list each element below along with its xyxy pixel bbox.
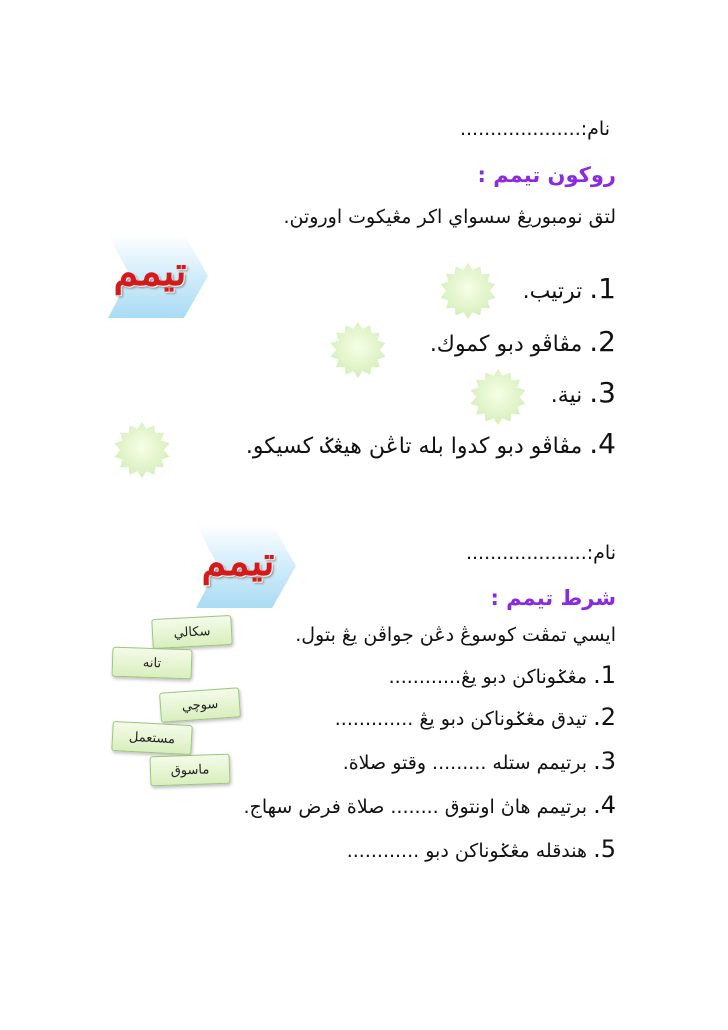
item-number: 2. (589, 325, 616, 358)
answer-star-3[interactable] (470, 369, 526, 425)
list-item-3 (551, 376, 616, 409)
instruction: ايسي تمڤت كوسوڠ دڠن جواڤن يڠ بتول. (295, 624, 616, 646)
word-card-mustamal[interactable]: مستعمل (111, 721, 192, 755)
name-line: نام:.................... (459, 118, 610, 140)
answer-star-4[interactable] (114, 422, 170, 478)
list-item-4 (246, 427, 616, 460)
list-item-1 (523, 272, 616, 305)
item-text: مڠݢوناكن دبو يڠ............ (388, 666, 588, 688)
item-text: ترتيب. (522, 279, 583, 304)
chevron-label: تيمم (113, 248, 187, 295)
list-item-2 (430, 325, 616, 358)
instruction: لتق نومبوريڠ سسواي اكر مڠيكوت اوروتن. (283, 206, 616, 228)
item-number: 3. (593, 747, 616, 775)
item-number: 5. (593, 835, 616, 863)
answer-star-1[interactable] (440, 263, 496, 319)
item-number: 3. (589, 376, 616, 409)
item-number: 4. (589, 427, 616, 460)
item-number: 1. (589, 272, 616, 305)
word-card-sekali[interactable]: سكالي (151, 615, 232, 649)
item-text: تيدق مڠݢوناكن دبو يڠ ............. (334, 708, 588, 730)
item-text: مڤاڤو دبو كموك. (429, 332, 583, 357)
fill-item-1 (389, 661, 616, 689)
word-card-masuk[interactable]: ماسوق (150, 754, 231, 787)
section-title: شرط تيمم : (490, 586, 616, 610)
word-card-tanah[interactable]: تانه (112, 647, 193, 680)
fill-item-3 (343, 747, 616, 775)
fill-item-2 (335, 703, 616, 731)
fill-item-4 (244, 791, 616, 819)
item-text: هندقله مڠݢوناكن دبو ............ (346, 840, 588, 862)
item-text: مڤاڤو دبو كدوا بله تاڠن هيڠݢ كسيكو. (245, 434, 583, 459)
word-card-suci[interactable]: سوچي (159, 687, 241, 723)
item-text: برتيمم هاڽ اونتوق ........ صلاة فرض سهاج. (243, 796, 588, 818)
item-number: 2. (593, 703, 616, 731)
chevron-label: تيمم (201, 538, 275, 585)
answer-star-2[interactable] (330, 322, 386, 378)
item-number: 4. (593, 791, 616, 819)
item-number: 1. (593, 661, 616, 689)
name-line: نام:.................... (465, 542, 616, 564)
section-title: روكون تيمم : (477, 163, 616, 187)
item-text: نية. (550, 383, 583, 408)
fill-item-5 (347, 835, 616, 863)
item-text: برتيمم ستله ......... وقتو صلاة. (342, 752, 588, 774)
